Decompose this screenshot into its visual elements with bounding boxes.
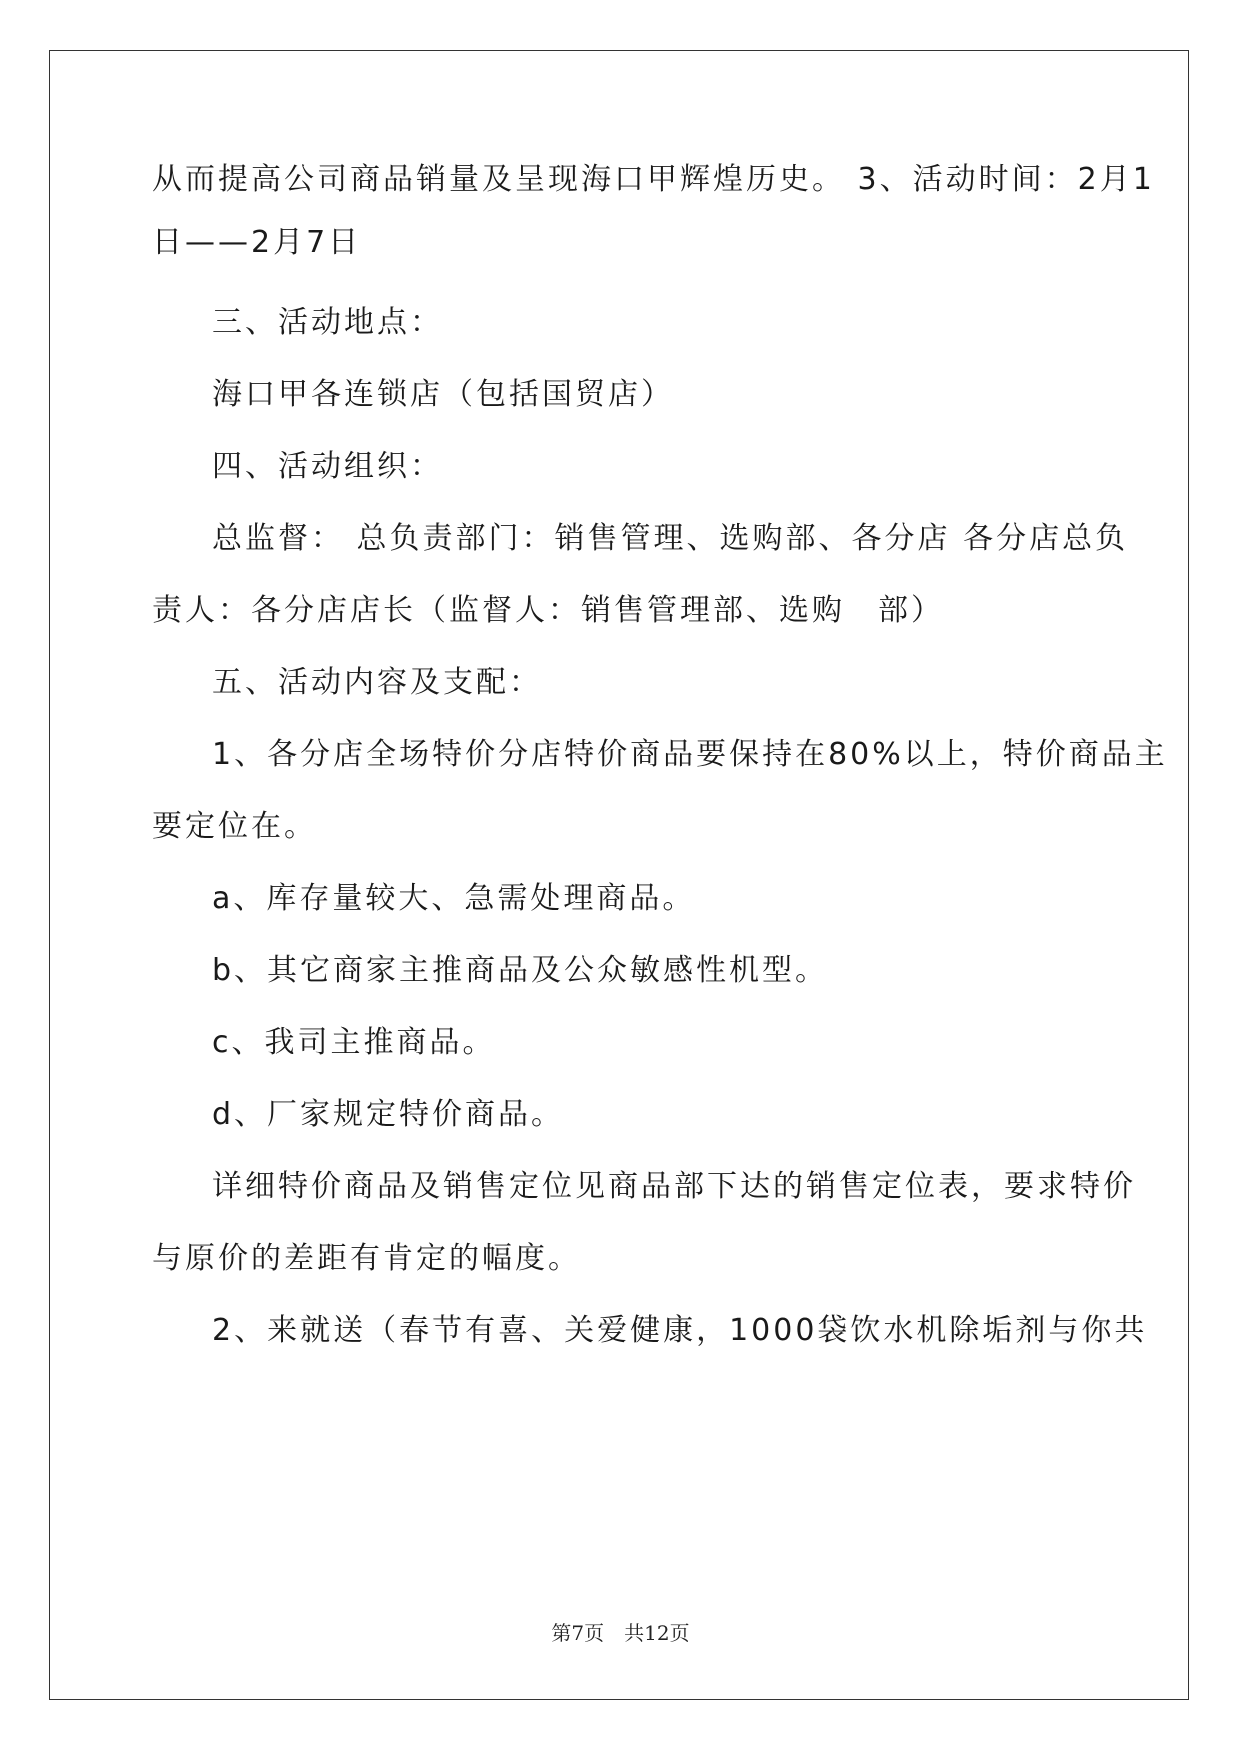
text-line-1: 从而提高公司商品销量及呈现海口甲辉煌历史。 3、活动时间：2月1 [152, 162, 1155, 197]
list-item-b: b、其它商家主推商品及公众敏感性机型。 [212, 953, 829, 988]
text-line-4: 海口甲各连锁店（包括国贸店） [212, 377, 674, 412]
list-item-c: c、我司主推商品。 [212, 1025, 496, 1060]
text-line-6: 总监督： 总负责部门：销售管理、选购部、各分店 各分店总负 [212, 521, 1129, 556]
text-line-9: 1、各分店全场特价分店特价商品要保持在80%以上，特价商品主 [212, 737, 1168, 772]
text-line-15: 详细特价商品及销售定位见商品部下达的销售定位表，要求特价 [212, 1169, 1136, 1204]
text-line-2: 日——2月7日 [152, 225, 362, 260]
list-item-a: a、库存量较大、急需处理商品。 [212, 881, 696, 916]
section-heading-content: 五、活动内容及支配： [212, 665, 542, 700]
text-line-16: 与原价的差距有肯定的幅度。 [152, 1241, 581, 1276]
page-number-footer: 第7页 共12页 [551, 1621, 690, 1645]
text-line-10: 要定位在。 [152, 809, 317, 844]
page-border [49, 50, 1189, 1700]
list-item-d: d、厂家规定特价商品。 [212, 1097, 565, 1132]
section-heading-location: 三、活动地点： [212, 305, 443, 340]
text-line-7: 责人：各分店店长（监督人：销售管理部、选购 部） [152, 593, 944, 628]
section-heading-organization: 四、活动组织： [212, 449, 443, 484]
text-line-17: 2、来就送（春节有喜、关爱健康，1000袋饮水机除垢剂与你共 [212, 1313, 1148, 1348]
